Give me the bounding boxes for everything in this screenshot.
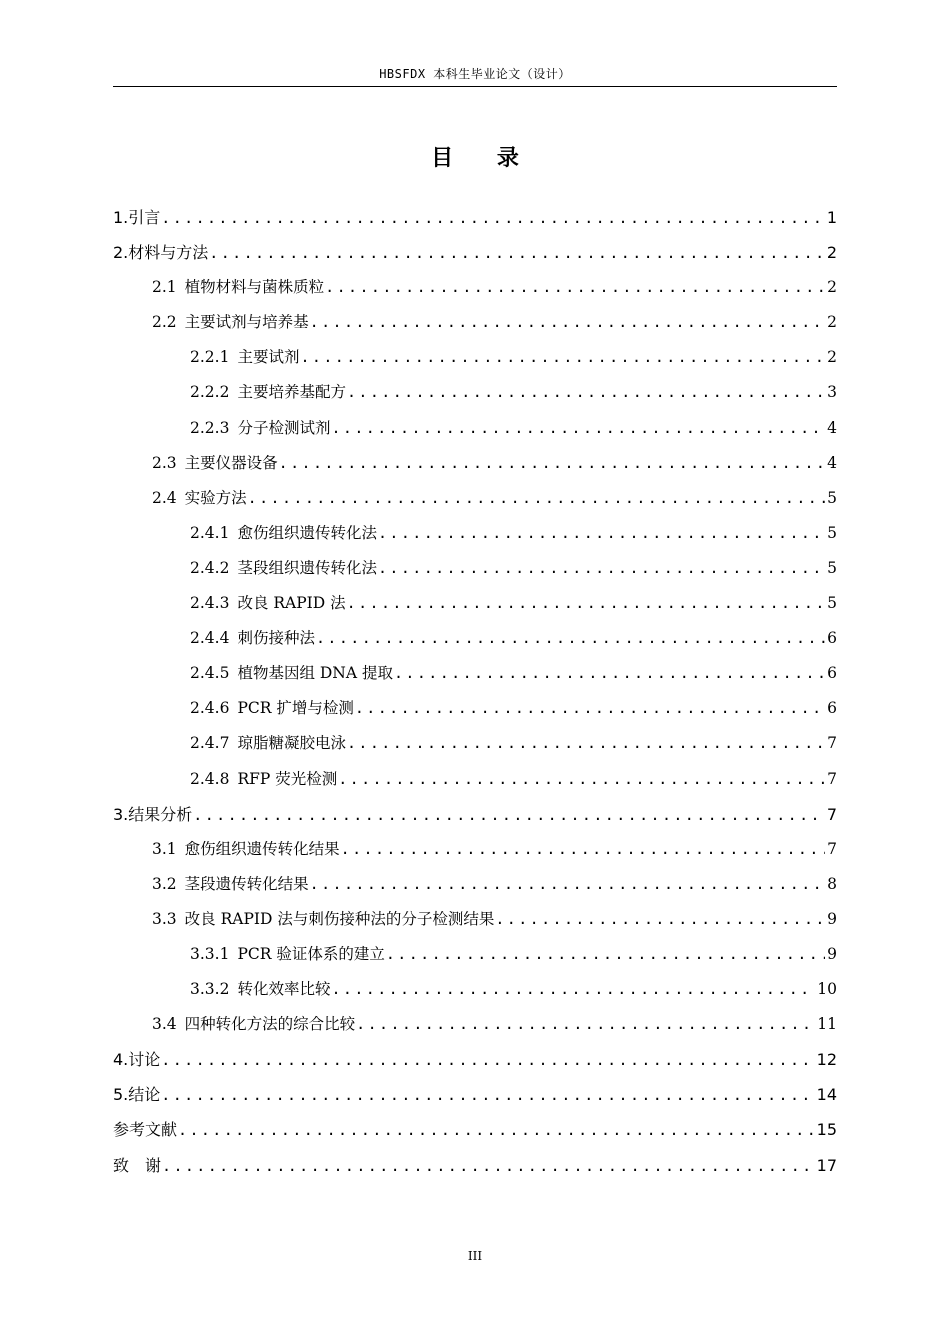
toc-entry-label: 愈伤组织遗传转化法 (237, 523, 377, 542)
toc-entry-label: PCR 扩增与检测 (237, 699, 354, 718)
toc-dot-leader (209, 236, 825, 271)
toc-dot-leader (378, 551, 825, 586)
toc-dot-leader (193, 798, 825, 833)
toc-entry-label: 引言 (128, 208, 161, 227)
toc-dot-leader (394, 656, 825, 691)
toc-entry[interactable] (113, 972, 837, 1007)
toc-dot-leader (338, 762, 825, 797)
toc-entry-number: 2.2.2 (190, 383, 230, 402)
toc-entry[interactable] (113, 867, 837, 902)
toc-entry-number: 5. (113, 1085, 129, 1105)
toc-entry-label: 结果分析 (128, 804, 193, 824)
toc-dot-leader (279, 446, 825, 481)
toc-entry-number: 3. (113, 804, 129, 824)
toc-entry-label: 主要仪器设备 (184, 453, 278, 472)
toc-entry[interactable] (113, 270, 837, 305)
toc-dot-leader (356, 1007, 815, 1042)
toc-entry-label: 材料与方法 (128, 243, 209, 263)
toc-entry-number: 2.4 (152, 488, 177, 507)
toc-dot-leader (331, 972, 815, 1007)
toc-entry[interactable] (113, 797, 837, 832)
toc-entry[interactable] (113, 200, 837, 235)
toc-entry[interactable] (113, 902, 837, 937)
toc-entry-label: 改良 RAPID 法 (237, 594, 346, 613)
toc-entry[interactable] (113, 375, 837, 410)
toc-entry-label: 致 谢 (113, 1155, 162, 1175)
toc-entry-page: 1 (826, 208, 837, 227)
toc-entry-number: 3.2 (152, 874, 177, 893)
toc-entry[interactable] (113, 411, 837, 446)
toc-entry-number: 2.4.1 (190, 523, 230, 542)
toc-entry-page: 6 (827, 664, 837, 683)
toc-entry-page: 5 (827, 488, 837, 507)
toc-entry-page: 6 (827, 699, 837, 718)
toc-entry-page: 2 (827, 278, 837, 297)
toc-entry-label: 结论 (128, 1085, 161, 1105)
toc-entry[interactable] (113, 726, 837, 761)
toc-dot-leader (316, 621, 825, 656)
toc-entry-label: 主要试剂与培养基 (184, 313, 309, 332)
toc-entry[interactable] (113, 1112, 837, 1147)
toc-entry-number: 2.4.5 (190, 664, 230, 683)
toc-entry-label: 茎段组织遗传转化法 (237, 558, 377, 577)
toc-entry-label: 参考文献 (113, 1120, 178, 1140)
toc-dot-leader (178, 1113, 815, 1148)
footer-page-number: III (467, 1249, 483, 1263)
toc-entry-page: 8 (827, 874, 837, 893)
toc-entry-page: 11 (817, 1015, 837, 1034)
header-text: HBSFDX 本科生毕业论文（设计） (379, 67, 571, 81)
toc-entry-label: 愈伤组织遗传转化结果 (184, 839, 340, 858)
toc-entry-number: 2.4.7 (190, 734, 230, 753)
toc-entry-label: 植物基因组 DNA 提取 (237, 664, 393, 683)
toc-entry[interactable] (113, 691, 837, 726)
toc-entry-page: 5 (827, 523, 837, 542)
toc-dot-leader (341, 832, 825, 867)
toc-entry[interactable] (113, 656, 837, 691)
toc-entry[interactable] (113, 832, 837, 867)
toc-entry[interactable] (113, 516, 837, 551)
toc-entry-page: 7 (827, 734, 837, 753)
toc-dot-leader (347, 726, 825, 761)
toc-entry-page: 5 (827, 594, 837, 613)
toc-entry-number: 3.3 (152, 909, 177, 928)
toc-entry[interactable] (113, 1007, 837, 1042)
toc-entry-number: 3.4 (152, 1015, 177, 1034)
toc-entry[interactable] (113, 1148, 837, 1183)
toc-entry[interactable] (113, 1042, 837, 1077)
toc-entry-label: 植物材料与菌株质粒 (184, 278, 325, 297)
toc-dot-leader (310, 867, 825, 902)
toc-entry-page: 7 (827, 769, 837, 788)
toc-entry-number: 2.3 (152, 453, 177, 472)
toc-entry-page: 7 (826, 804, 837, 824)
toc-entry-number: 2.4.4 (190, 629, 230, 648)
toc-entry-label: 刺伤接种法 (237, 629, 315, 648)
toc-entry[interactable] (113, 446, 837, 481)
toc-entry[interactable] (113, 235, 837, 270)
toc-entry-page: 15 (816, 1120, 837, 1140)
toc-entry[interactable] (113, 481, 837, 516)
toc-dot-leader (347, 375, 825, 410)
toc-entry-page: 7 (827, 839, 837, 858)
toc-entry-page: 9 (827, 909, 837, 928)
toc-entry-number: 2.2.3 (190, 418, 230, 437)
toc-entry-page: 2 (826, 243, 837, 263)
toc-entry-page: 2 (827, 313, 837, 332)
page-header (113, 64, 837, 87)
toc-entry[interactable] (113, 621, 837, 656)
toc-dot-leader (386, 937, 825, 972)
toc-dot-leader (161, 201, 825, 236)
toc-entry-page: 2 (827, 348, 837, 367)
toc-entry-number: 2.1 (152, 278, 177, 297)
toc-entry-number: 3.1 (152, 839, 177, 858)
toc-dot-leader (347, 586, 825, 621)
toc-entry-page: 10 (817, 980, 837, 999)
toc-entry-page: 17 (816, 1155, 837, 1175)
toc-entry-number: 2.2.1 (190, 348, 230, 367)
toc-dot-leader (495, 902, 825, 937)
toc-entry-label: 琼脂糖凝胶电泳 (237, 734, 346, 753)
toc-dot-leader (331, 411, 825, 446)
toc-entry-label: 分子检测试剂 (237, 418, 331, 437)
toc-entry-page: 6 (827, 629, 837, 648)
toc-entry-label: 实验方法 (184, 488, 247, 507)
toc-entry-number: 4. (113, 1050, 129, 1070)
toc-entry-number: 2.4.6 (190, 699, 230, 718)
toc-dot-leader (355, 691, 825, 726)
toc-entry-page: 9 (827, 944, 837, 963)
table-of-contents (113, 200, 837, 1183)
toc-entry-label: 主要试剂 (237, 348, 300, 367)
page-footer (0, 1247, 950, 1265)
toc-entry-label: 转化效率比较 (237, 980, 331, 999)
toc-dot-leader (161, 1043, 814, 1078)
toc-entry[interactable] (113, 762, 837, 797)
toc-dot-leader (248, 481, 825, 516)
toc-entry[interactable] (113, 551, 837, 586)
toc-dot-leader (310, 305, 825, 340)
toc-entry-number: 1. (113, 208, 129, 227)
toc-entry-number: 2.4.3 (190, 594, 230, 613)
toc-entry-label: 茎段遗传转化结果 (184, 874, 309, 893)
toc-entry-number: 3.3.2 (190, 980, 230, 999)
toc-dot-leader (325, 270, 825, 305)
toc-entry-page: 4 (827, 418, 837, 437)
toc-entry-number: 2.4.2 (190, 558, 230, 577)
toc-entry-page: 3 (827, 383, 837, 402)
toc-entry-page: 14 (816, 1085, 837, 1105)
toc-entry-label: 讨论 (128, 1050, 161, 1070)
toc-dot-leader (378, 516, 825, 551)
toc-entry-number: 2.4.8 (190, 769, 230, 788)
toc-title: 目 录 (431, 146, 537, 171)
toc-dot-leader (300, 340, 825, 375)
toc-dot-leader (161, 1078, 814, 1113)
toc-entry-label: 主要培养基配方 (237, 383, 346, 402)
toc-entry[interactable] (113, 305, 837, 340)
toc-entry-number: 3.3.1 (190, 944, 230, 963)
toc-entry-label: PCR 验证体系的建立 (237, 944, 385, 963)
toc-dot-leader (162, 1149, 815, 1184)
toc-entry-label: 四种转化方法的综合比较 (184, 1015, 356, 1034)
toc-entry-number: 2.2 (152, 313, 177, 332)
toc-entry[interactable] (113, 1077, 837, 1112)
toc-entry[interactable] (113, 586, 837, 621)
toc-entry-page: 5 (827, 558, 837, 577)
toc-entry-page: 4 (827, 453, 837, 472)
toc-entry-page: 12 (816, 1050, 837, 1070)
toc-entry[interactable] (113, 937, 837, 972)
toc-entry[interactable] (113, 340, 837, 375)
toc-entry-label: RFP 荧光检测 (237, 769, 338, 788)
toc-entry-number: 2. (113, 243, 129, 263)
toc-entry-label: 改良 RAPID 法与刺伤接种法的分子检测结果 (184, 909, 495, 928)
